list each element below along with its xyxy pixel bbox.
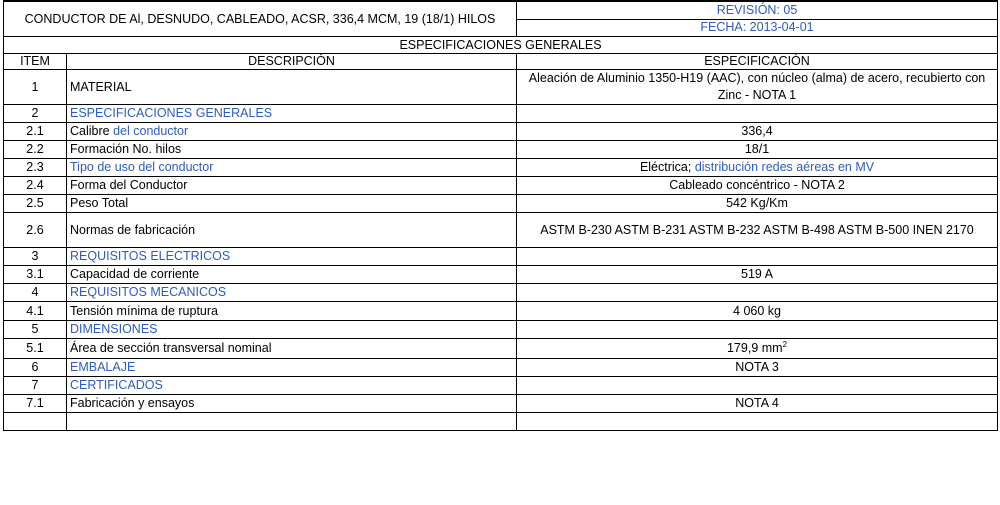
table-row (4, 377, 998, 395)
row-description-part: del conductor (109, 124, 189, 138)
table-row (4, 105, 998, 123)
row-specification: 18/1 (517, 141, 998, 159)
row-description: Tensión mínima de ruptura (67, 302, 517, 321)
row-description: Peso Total (67, 195, 517, 213)
table-row (4, 213, 998, 248)
row-item: 2.4 (4, 177, 67, 195)
row-description (67, 123, 517, 141)
row-description: Forma del Conductor (67, 177, 517, 195)
table-row (4, 339, 998, 359)
row-item: 2.5 (4, 195, 67, 213)
row-description: REQUISITOS MECANICOS (67, 284, 517, 302)
row-specification: 542 Kg/Km (517, 195, 998, 213)
row-description: DIMENSIONES (67, 321, 517, 339)
row-specification: 336,4 (517, 123, 998, 141)
row-specification (517, 248, 998, 266)
table-row (4, 159, 998, 177)
table-row (4, 177, 998, 195)
row-specification-part: distribución redes aéreas en MV (694, 160, 875, 174)
row-description: REQUISITOS ELECTRICOS (67, 248, 517, 266)
table-row (4, 195, 998, 213)
row-item: 2.2 (4, 141, 67, 159)
row-item: 7.1 (4, 395, 67, 413)
row-description: Normas de fabricación (67, 213, 517, 248)
row-item: 5 (4, 321, 67, 339)
table-row (4, 284, 998, 302)
row-description: Formación No. hilos (67, 141, 517, 159)
row-specification: ASTM B-230 ASTM B-231 ASTM B-232 ASTM B-498 ASTM B-500 INEN 2170 (517, 213, 998, 248)
row-item: 2.6 (4, 213, 67, 248)
row-item: 1 (4, 70, 67, 105)
row-specification (517, 339, 998, 359)
table-row (4, 302, 998, 321)
row-description: Tipo de uso del conductor (67, 159, 517, 177)
column-header-row (4, 54, 998, 70)
row-item: 4 (4, 284, 67, 302)
table-row (4, 266, 998, 284)
row-description: Fabricación y ensayos (67, 395, 517, 413)
row-description: Área de sección transversal nominal (67, 339, 517, 359)
table-row (4, 248, 998, 266)
unit-exponent: 2 (782, 339, 788, 349)
col-header-especificacion: ESPECIFICACIÓN (517, 54, 998, 70)
row-item: 7 (4, 377, 67, 395)
date-label: FECHA: 2013-04-01 (517, 19, 998, 36)
col-header-item: ITEM (4, 54, 67, 70)
row-specification: Aleación de Aluminio 1350-H19 (AAC), con núcleo (alma) de acero, recubierto con Zinc - NOTA 1 (517, 70, 998, 105)
area-value: 179,9 mm (726, 341, 783, 355)
row-description: Capacidad de corriente (67, 266, 517, 284)
document-title: CONDUCTOR DE Al, DESNUDO, CABLEADO, ACSR, 336,4 MCM, 19 (18/1) HILOS (4, 1, 517, 37)
spec-table (3, 0, 998, 431)
header-row-1 (4, 1, 998, 19)
row-description: CERTIFICADOS (67, 377, 517, 395)
row-specification: Cableado concéntrico - NOTA 2 (517, 177, 998, 195)
row-description-part: Calibre (70, 124, 110, 138)
row-specification (517, 413, 998, 431)
row-item: 4.1 (4, 302, 67, 321)
section-title-row (4, 37, 998, 54)
table-row (4, 321, 998, 339)
row-specification-part: Eléctrica; (639, 160, 695, 174)
row-specification (517, 159, 998, 177)
row-item: 5.1 (4, 339, 67, 359)
table-row (4, 123, 998, 141)
section-title: ESPECIFICACIONES GENERALES (4, 37, 998, 54)
row-item: 3.1 (4, 266, 67, 284)
row-description: MATERIAL (67, 70, 517, 105)
row-item: 6 (4, 359, 67, 377)
row-item: 2.3 (4, 159, 67, 177)
table-row (4, 141, 998, 159)
table-row-partial (4, 413, 998, 431)
row-description: ESPECIFICACIONES GENERALES (67, 105, 517, 123)
revision-label: REVISIÓN: 05 (517, 1, 998, 19)
row-description (67, 413, 517, 431)
row-specification (517, 105, 998, 123)
row-specification (517, 321, 998, 339)
col-header-descripcion: DESCRIPCIÓN (67, 54, 517, 70)
table-row (4, 395, 998, 413)
row-item: 2.1 (4, 123, 67, 141)
table-row (4, 70, 998, 105)
row-item (4, 413, 67, 431)
row-specification (517, 284, 998, 302)
row-specification: NOTA 3 (517, 359, 998, 377)
row-item: 3 (4, 248, 67, 266)
row-specification (517, 377, 998, 395)
row-item: 2 (4, 105, 67, 123)
row-specification: NOTA 4 (517, 395, 998, 413)
row-specification: 4 060 kg (517, 302, 998, 321)
table-row (4, 359, 998, 377)
spec-sheet (3, 0, 997, 431)
row-specification: 519 A (517, 266, 998, 284)
row-description: EMBALAJE (67, 359, 517, 377)
